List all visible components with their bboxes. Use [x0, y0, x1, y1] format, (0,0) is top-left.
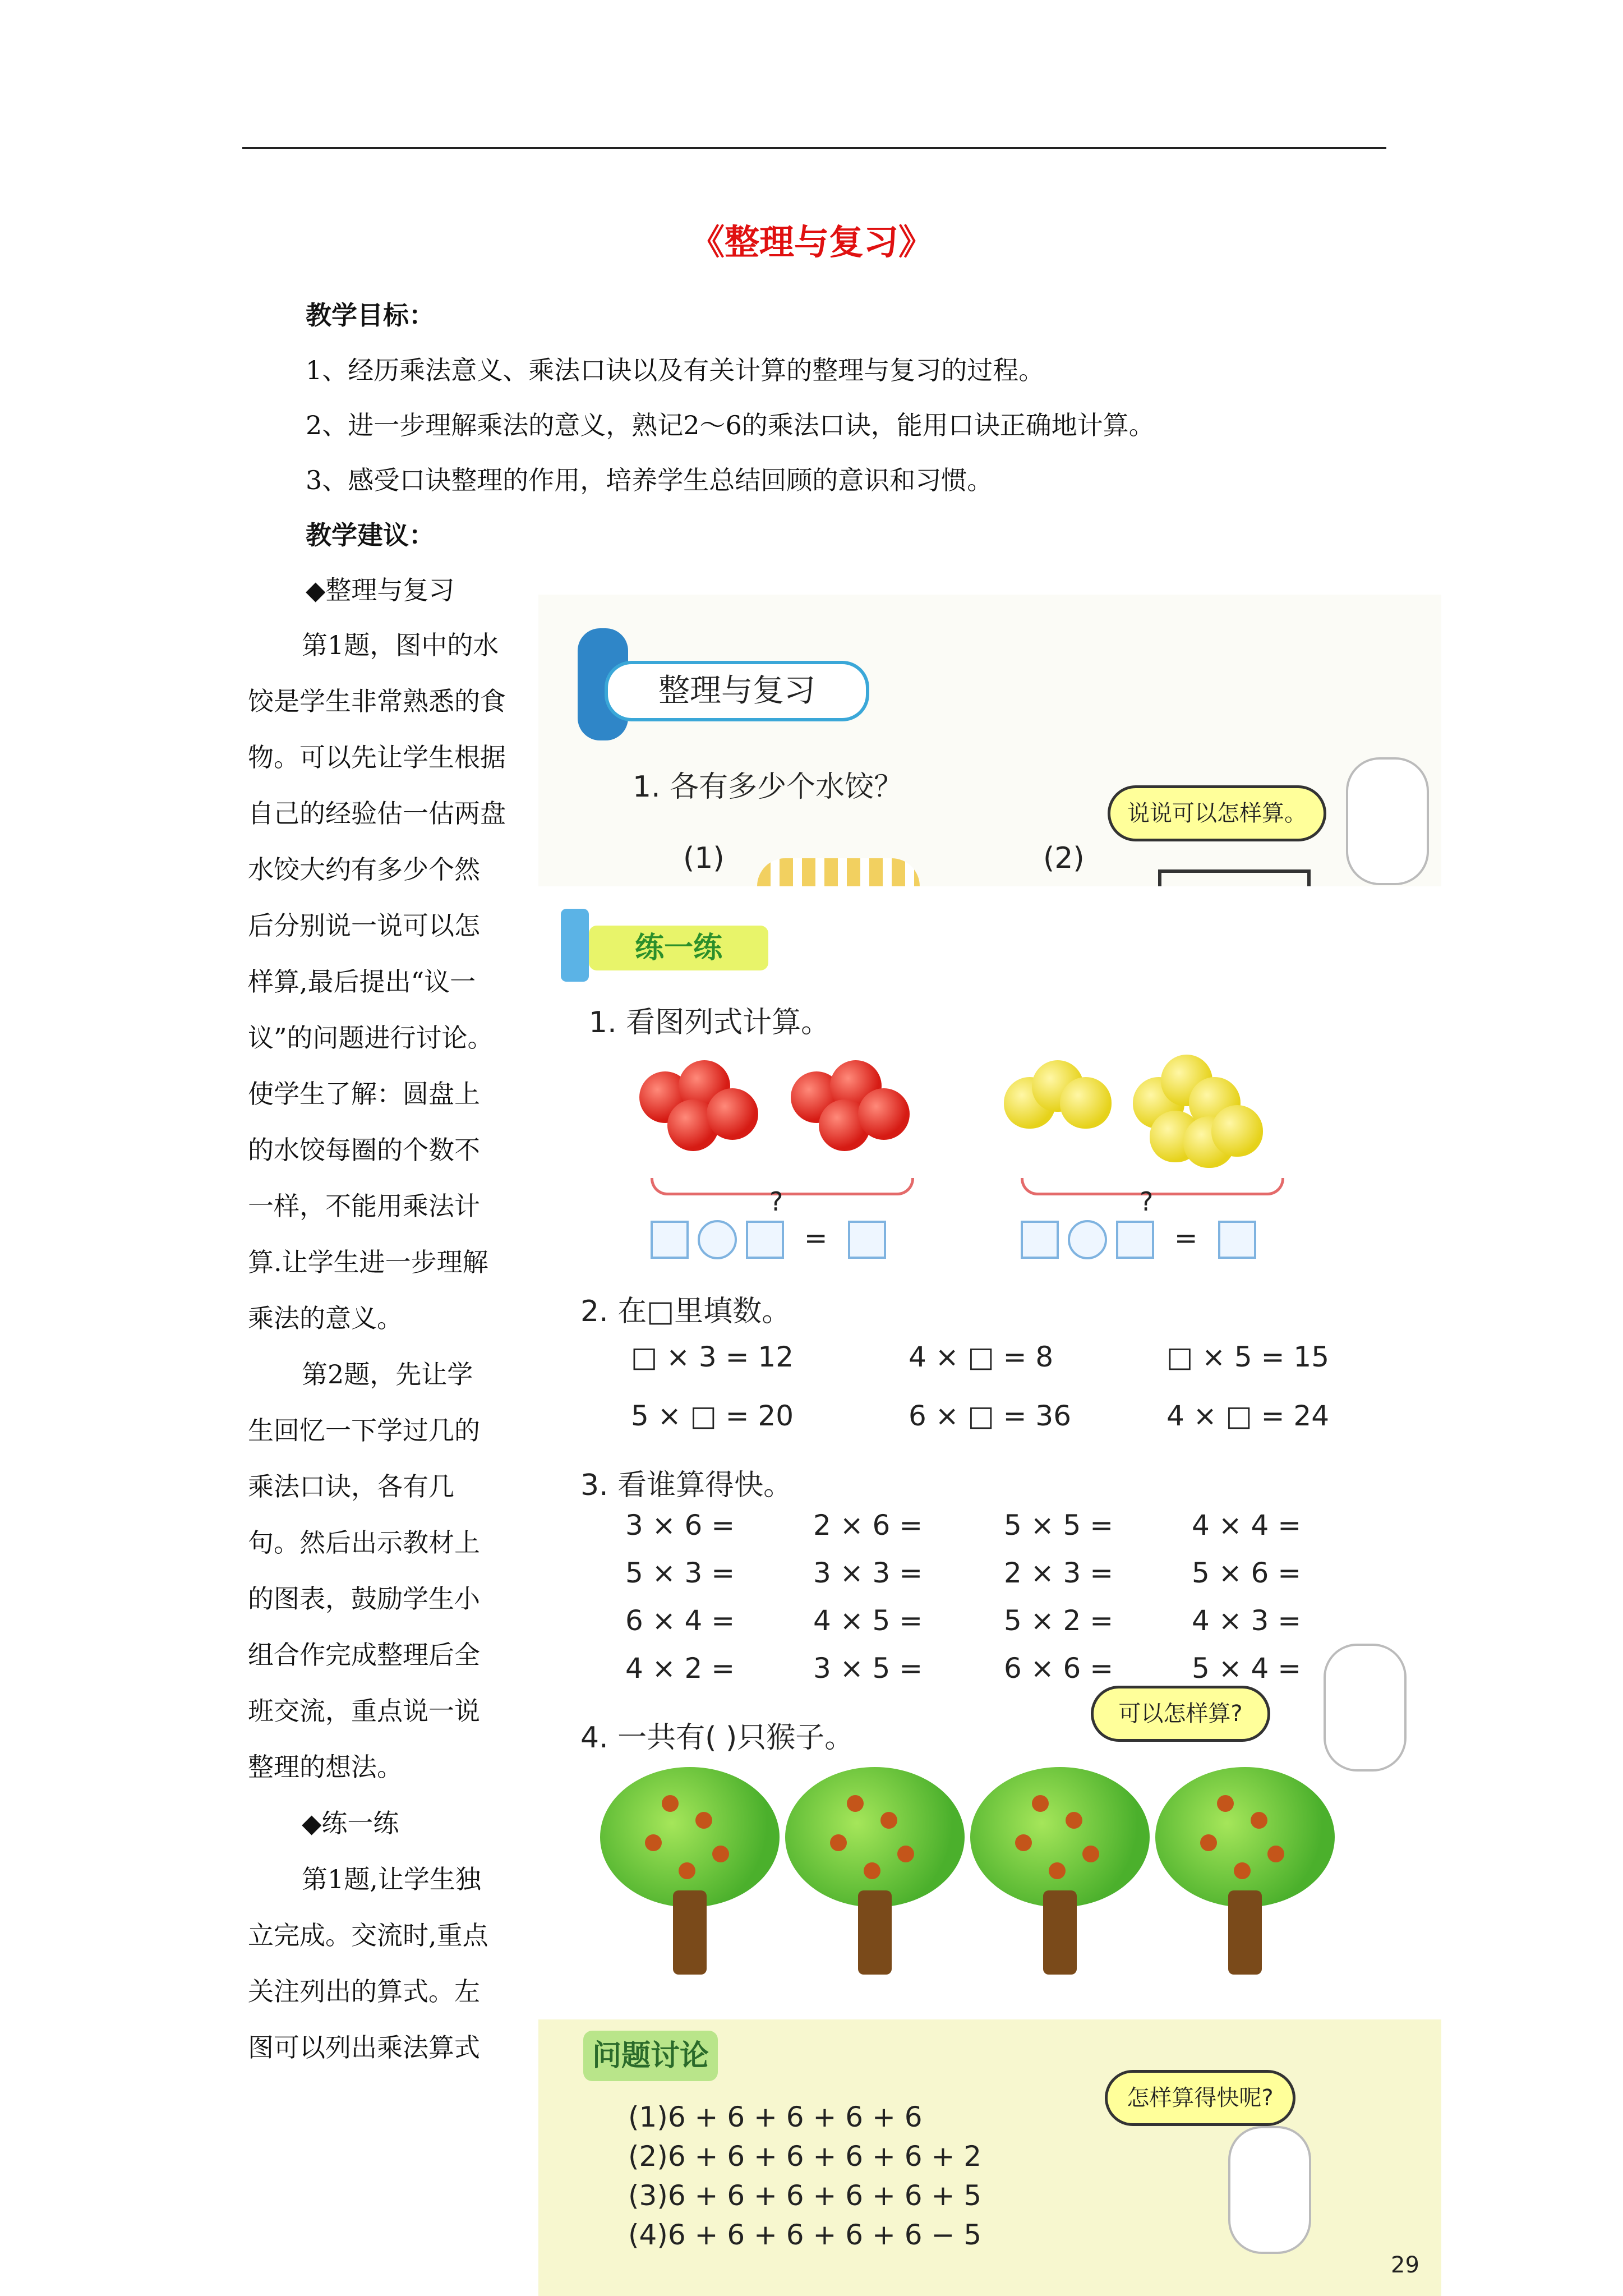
- fill-item: 5 × □ = 20: [631, 1400, 794, 1432]
- operator-circle[interactable]: [1068, 1220, 1107, 1259]
- discussion-item: (4)6 + 6 + 6 + 6 + 6 − 5: [628, 2219, 982, 2251]
- tree-icon: [970, 1767, 1150, 1969]
- calc-item: 4 × 3 =: [1192, 1604, 1302, 1637]
- fill-item: □ × 3 = 12: [631, 1341, 794, 1373]
- discussion-item: (3)6 + 6 + 6 + 6 + 6 + 5: [628, 2179, 982, 2212]
- calc-item: 6 × 6 =: [1004, 1652, 1114, 1685]
- suggestion-column: [248, 617, 551, 2076]
- answer-box[interactable]: [746, 1221, 784, 1259]
- dumpling-plate-icon: [757, 858, 920, 886]
- discussion-label: 问题讨论: [583, 2031, 718, 2081]
- column-line: ◆练一练: [302, 1808, 399, 1838]
- column-line: 关注列出的算式。左: [248, 1976, 480, 2007]
- tree-icon: [1155, 1767, 1335, 1969]
- rabbit-mascot-icon: [1324, 1644, 1407, 1772]
- calc-item: 4 × 4 =: [1192, 1509, 1302, 1542]
- column-line: 乘法口诀，各有几: [248, 1471, 454, 1502]
- objective-3: 3、感受口诀整理的作用，培养学生总结回顾的意识和习惯。: [306, 465, 993, 495]
- column-line: 班交流，重点说一说: [248, 1696, 480, 1726]
- problem-4: 4. 一共有( )只猴子。: [580, 1721, 854, 1755]
- column-line: 立完成。交流时,重点: [248, 1920, 488, 1950]
- question-mark-right: ?: [1140, 1186, 1154, 1217]
- column-line: 生回忆一下学过几的: [248, 1415, 480, 1446]
- column-line: 议”的问题进行讨论。: [248, 1023, 494, 1053]
- column-line: 的水饺每圈的个数不: [248, 1135, 480, 1165]
- column-line: 句。然后出示教材上: [248, 1527, 480, 1558]
- column-line: 饺是学生非常熟悉的食: [248, 686, 506, 716]
- calc-item: 5 × 2 =: [1004, 1604, 1114, 1637]
- suggestions-heading: 教学建议：: [306, 520, 435, 550]
- column-line: 一样，不能用乘法计: [248, 1191, 480, 1221]
- section-review: ◆整理与复习: [306, 575, 455, 605]
- answer-box[interactable]: [1021, 1221, 1059, 1259]
- calc-item: 5 × 3 =: [625, 1557, 735, 1589]
- column-line: 物。可以先让学生根据: [248, 742, 506, 772]
- question-mark-left: ?: [769, 1186, 783, 1217]
- answer-box[interactable]: [1116, 1221, 1154, 1259]
- calc-item: 3 × 3 =: [813, 1557, 923, 1589]
- discussion-item: (1)6 + 6 + 6 + 6 + 6: [628, 2101, 923, 2133]
- column-line: 组合作完成整理后全: [248, 1640, 480, 1670]
- tree-icon: [785, 1767, 965, 1969]
- practice-label: 练一练: [589, 926, 768, 970]
- answer-box[interactable]: [651, 1221, 689, 1259]
- column-line: 使学生了解：圆盘上: [248, 1079, 480, 1109]
- pears-group: [998, 1049, 1279, 1184]
- answer-box[interactable]: [1218, 1221, 1256, 1259]
- speech-bubble: 可以怎样算?: [1091, 1686, 1270, 1742]
- column-line: 第1题，图中的水: [302, 630, 499, 660]
- equals-sign: =: [804, 1221, 828, 1254]
- operator-circle[interactable]: [698, 1220, 737, 1259]
- textbook-top-strip: [538, 595, 1441, 886]
- problem-1: 1. 看图列式计算。: [589, 1006, 831, 1039]
- question-1: 1. 各有多少个水饺？: [633, 770, 903, 804]
- fill-item: 4 × □ = 8: [909, 1341, 1054, 1373]
- tree-icon: [600, 1767, 780, 1969]
- column-line: 乘法的意义。: [248, 1303, 403, 1333]
- speech-bubble: 怎样算得快呢?: [1105, 2070, 1295, 2126]
- column-line: 样算,最后提出“议一: [248, 967, 476, 997]
- calc-item: 2 × 3 =: [1004, 1557, 1114, 1589]
- answer-row-left: [651, 1220, 886, 1259]
- calc-item: 5 × 6 =: [1192, 1557, 1302, 1589]
- fill-item: □ × 5 = 15: [1166, 1341, 1330, 1373]
- review-banner: 整理与复习: [605, 661, 869, 721]
- column-line: 的图表，鼓励学生小: [248, 1584, 480, 1614]
- calc-item: 3 × 6 =: [625, 1509, 735, 1542]
- objective-2: 2、进一步理解乘法的意义，熟记2～6的乘法口诀，能用口诀正确地计算。: [306, 410, 1155, 440]
- problem-2: 2. 在□里填数。: [580, 1295, 791, 1328]
- q1-option-1: (1): [683, 841, 725, 875]
- textbook-page: [538, 595, 1441, 2296]
- calc-item: 3 × 5 =: [813, 1652, 923, 1685]
- calc-item: 6 × 4 =: [625, 1604, 735, 1637]
- calc-item: 4 × 5 =: [813, 1604, 923, 1637]
- column-line: 图可以列出乘法算式: [248, 2032, 480, 2063]
- pencil-icon: [561, 909, 589, 982]
- calc-item: 5 × 5 =: [1004, 1509, 1114, 1542]
- answer-row-right: [1021, 1220, 1256, 1259]
- header-rule: [242, 147, 1386, 149]
- calc-item: 2 × 6 =: [813, 1509, 923, 1542]
- apples-group: [634, 1055, 914, 1178]
- objective-1: 1、经历乘法意义、乘法口诀以及有关计算的整理与复习的过程。: [306, 355, 1045, 385]
- calc-item: 4 × 2 =: [625, 1652, 735, 1685]
- column-line: 后分别说一说可以怎: [248, 910, 480, 941]
- fill-item: 4 × □ = 24: [1166, 1400, 1330, 1432]
- column-line: 水饺大约有多少个然: [248, 854, 480, 885]
- problem-3: 3. 看谁算得快。: [580, 1469, 793, 1502]
- rabbit-mascot-icon: [1346, 757, 1429, 885]
- speech-bubble: 说说可以怎样算。: [1108, 785, 1326, 841]
- equals-sign: =: [1174, 1221, 1198, 1254]
- answer-box[interactable]: [848, 1221, 886, 1259]
- column-line: 第1题,让学生独: [302, 1864, 481, 1894]
- column-line: 第2题，先让学: [302, 1359, 473, 1389]
- column-line: 算.让学生进一步理解: [248, 1247, 488, 1277]
- column-line: 自己的经验估一估两盘: [248, 798, 506, 829]
- page-number: 29: [1391, 2252, 1419, 2278]
- q1-option-2: (2): [1043, 841, 1085, 875]
- discussion-item: (2)6 + 6 + 6 + 6 + 6 + 2: [628, 2140, 982, 2173]
- fill-item: 6 × □ = 36: [909, 1400, 1072, 1432]
- objectives-heading: 教学目标：: [306, 300, 435, 330]
- calc-item: 5 × 4 =: [1192, 1652, 1302, 1685]
- column-line: 整理的想法。: [248, 1752, 403, 1782]
- page-title: 《整理与复习》: [689, 222, 933, 263]
- rabbit-mascot-icon: [1228, 2126, 1311, 2254]
